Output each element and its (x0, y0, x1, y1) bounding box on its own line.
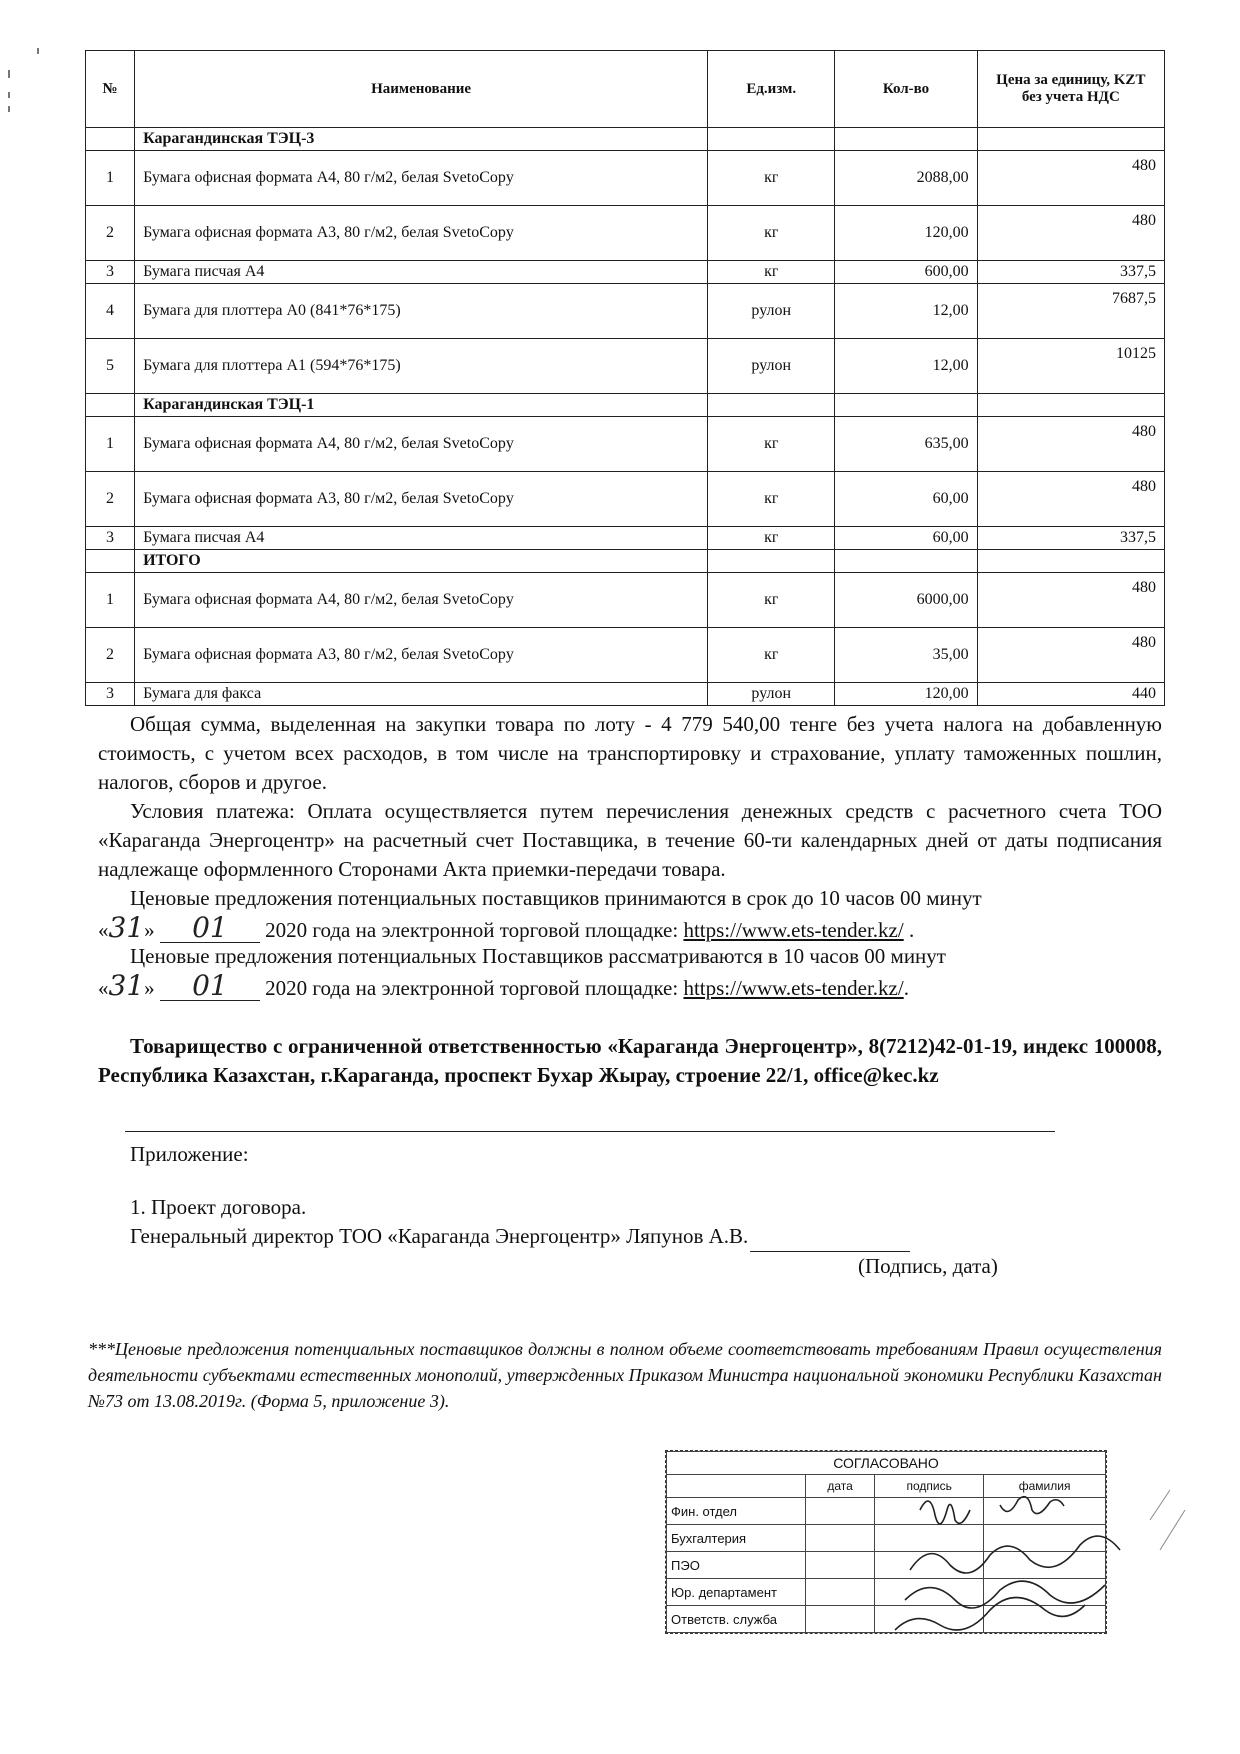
director-line (130, 1222, 910, 1252)
scan-mark (8, 106, 10, 112)
cell-no: 3 (86, 527, 135, 550)
table-row (86, 573, 1165, 628)
cell-qty: 120,00 (835, 683, 977, 706)
section-empty-cell (708, 128, 835, 151)
director-name: Генеральный директор ТОО «Караганда Энергоцентр» Ляпунов А.В. (130, 1224, 749, 1248)
table-row (86, 339, 1165, 394)
section-title: Карагандинская ТЭЦ-3 (135, 128, 708, 151)
stamp-col-name: фамилия (984, 1475, 1106, 1498)
cell-unit: кг (708, 261, 835, 284)
cell-unit: кг (708, 472, 835, 527)
stamp-row (667, 1525, 1106, 1552)
cell-name: Бумага писчая А4 (135, 261, 708, 284)
table-row (86, 472, 1165, 527)
section-empty-cell (835, 394, 977, 417)
cell-no: 5 (86, 339, 135, 394)
stamp-row (667, 1606, 1106, 1633)
cell-no: 2 (86, 628, 135, 683)
stamp-cell (984, 1606, 1106, 1633)
section-empty-cell (86, 394, 135, 417)
stamp-row (667, 1552, 1106, 1579)
cell-name: Бумага офисная формата А3, 80 г/м2, белая SvetoCopy (135, 472, 708, 527)
table-row (86, 206, 1165, 261)
section-empty-cell (977, 394, 1164, 417)
cell-name: Бумага писчая А4 (135, 527, 708, 550)
cell-qty: 60,00 (835, 527, 977, 550)
section-title: Карагандинская ТЭЦ-1 (135, 394, 708, 417)
stamp-row (667, 1498, 1106, 1525)
cell-no: 2 (86, 206, 135, 261)
stamp-corner (667, 1475, 806, 1498)
cell-price: 337,5 (977, 527, 1164, 550)
cell-no: 2 (86, 472, 135, 527)
stamp-cell (875, 1606, 984, 1633)
cell-no: 1 (86, 417, 135, 472)
table-row (86, 417, 1165, 472)
cell-price: 480 (977, 573, 1164, 628)
section-empty-cell (86, 128, 135, 151)
cell-no: 1 (86, 573, 135, 628)
stamp-cell (806, 1606, 875, 1633)
stamp-cell (984, 1579, 1106, 1606)
header-no: № (86, 51, 135, 128)
stamp-cell (875, 1498, 984, 1525)
stamp-cell (806, 1498, 875, 1525)
acceptance-text: Ценовые предложения потенциальных поставщиков принимаются в срок до 10 часов 00 минут (130, 886, 982, 910)
company-details: Товарищество с ограниченной ответственностью «Караганда Энергоцентр», 8(7212)42-01-19, индекс 100008, Республика Казахстан, г.Караганда, проспект Бухар Жырау, строение 22/1, office@kec.kz (98, 1034, 1162, 1087)
table-row (86, 683, 1165, 706)
table-row (86, 261, 1165, 284)
stamp-row-label: Юр. департамент (667, 1579, 806, 1606)
cell-qty: 60,00 (835, 472, 977, 527)
cell-price: 480 (977, 417, 1164, 472)
cell-price: 337,5 (977, 261, 1164, 284)
cell-name: Бумага для плоттера А1 (594*76*175) (135, 339, 708, 394)
review-text: Ценовые предложения потенциальных Поставщиков рассматриваются в 10 часов 00 минут (130, 944, 946, 968)
divider-line (125, 1131, 1055, 1132)
stamp-cell (984, 1525, 1106, 1552)
section-row (86, 128, 1165, 151)
stamp-row-label: Бухгалтерия (667, 1525, 806, 1552)
section-empty-cell (835, 128, 977, 151)
cell-unit: рулон (708, 284, 835, 339)
section-empty-cell (708, 394, 835, 417)
header-qty: Кол-во (835, 51, 977, 128)
acceptance-date-line: «31» 01 2020 года на электронной торговой площадке: https://www.ets-tender.kz/ . (98, 911, 915, 944)
payment-terms-paragraph: Условия платежа: Оплата осуществляется путем перечисления денежных средств с расчетного счета ТОО «Караганда Энергоцентр» на расчетный счет Поставщика, в течение 60-ти календарных дней от даты подписания надлежаще оформленного Сторонами Акта приемки-передачи товара. (98, 799, 1162, 881)
cell-price: 480 (977, 206, 1164, 261)
cell-no: 3 (86, 683, 135, 706)
cell-name: Бумага офисная формата А4, 80 г/м2, белая SvetoCopy (135, 573, 708, 628)
cell-unit: кг (708, 417, 835, 472)
cell-unit: кг (708, 527, 835, 550)
section-empty-cell (86, 550, 135, 573)
header-name: Наименование (135, 51, 708, 128)
cell-qty: 12,00 (835, 339, 977, 394)
table-row (86, 151, 1165, 206)
review-date-rest: 2020 года на электронной торговой площадке: (265, 976, 679, 1000)
review-time-paragraph (98, 942, 1162, 1003)
footnote: ***Ценовые предложения потенциальных поставщиков должны в полном объеме соответствовать требованиям Правил осуществления деятельности субъектами естественных монополий, утвержденных Приказом Министра национальной экономики Республики Казахстан №73 от 13.08.2019г. (Форма 5, приложение 3). (88, 1339, 1162, 1411)
stamp-cell (806, 1525, 875, 1552)
acceptance-date-rest: 2020 года на электронной торговой площадке: (265, 918, 679, 942)
cell-name: Бумага офисная формата А3, 80 г/м2, белая SvetoCopy (135, 206, 708, 261)
stamp-cell (806, 1579, 875, 1606)
stamp-cell (806, 1552, 875, 1579)
acceptance-deadline-paragraph (98, 884, 1162, 945)
scan-mark (8, 70, 10, 78)
cell-qty: 35,00 (835, 628, 977, 683)
section-row (86, 550, 1165, 573)
cell-price: 480 (977, 472, 1164, 527)
stamp-rows (667, 1498, 1106, 1633)
stamp-title: СОГЛАСОВАНО (667, 1452, 1106, 1475)
handwritten-day: 31 (108, 911, 145, 944)
cell-name: Бумага офисная формата А3, 80 г/м2, белая SvetoCopy (135, 628, 708, 683)
section-row (86, 394, 1165, 417)
header-price: Цена за единицу, KZT без учета НДС (977, 51, 1164, 128)
appendix-item: 1. Проект договора. (130, 1195, 307, 1219)
handwritten-month: 01 (160, 913, 260, 943)
cell-unit: рулон (708, 683, 835, 706)
cell-name: Бумага для плоттера А0 (841*76*175) (135, 284, 708, 339)
cell-price: 480 (977, 151, 1164, 206)
stamp-col-date: дата (806, 1475, 875, 1498)
cell-qty: 635,00 (835, 417, 977, 472)
table-row (86, 628, 1165, 683)
cell-unit: кг (708, 628, 835, 683)
stamp-cell (875, 1552, 984, 1579)
cell-price: 480 (977, 628, 1164, 683)
signature-blank (750, 1222, 910, 1252)
scan-mark (8, 92, 10, 98)
header-unit: Ед.изм. (708, 51, 835, 128)
cell-no: 3 (86, 261, 135, 284)
cell-qty: 2088,00 (835, 151, 977, 206)
stamp-cell (984, 1552, 1106, 1579)
cell-name: Бумага для факса (135, 683, 708, 706)
stamp-cell (875, 1579, 984, 1606)
tender-url-link[interactable]: https://www.ets-tender.kz/ (683, 918, 904, 942)
appendix-title: Приложение: (130, 1142, 249, 1166)
cell-unit: кг (708, 151, 835, 206)
section-empty-cell (708, 550, 835, 573)
cell-no: 4 (86, 284, 135, 339)
cell-price: 7687,5 (977, 284, 1164, 339)
stamp-row-label: Ответств. служба (667, 1606, 806, 1633)
cell-qty: 6000,00 (835, 573, 977, 628)
review-date-line: «31» 01 2020 года на электронной торговой площадке: https://www.ets-tender.kz/. (98, 969, 909, 1002)
scan-mark (37, 48, 39, 54)
stamp-row-label: Фин. отдел (667, 1498, 806, 1525)
section-title: ИТОГО (135, 550, 708, 573)
cell-price: 10125 (977, 339, 1164, 394)
cell-qty: 600,00 (835, 261, 977, 284)
cell-unit: кг (708, 206, 835, 261)
total-sum-paragraph: Общая сумма, выделенная на закупки товара по лоту - 4 779 540,00 тенге без учета налога на добавленную стоимость, с учетом всех расходов, в том числе на транспортировку и страхование, уплату таможенных пошлин, налогов, сборов и другое. (98, 712, 1162, 794)
cell-unit: кг (708, 573, 835, 628)
cell-name: Бумага офисная формата А4, 80 г/м2, белая SvetoCopy (135, 417, 708, 472)
section-empty-cell (977, 550, 1164, 573)
signature-hint: (Подпись, дата) (858, 1254, 998, 1278)
items-table (85, 50, 1165, 706)
section-empty-cell (835, 550, 977, 573)
stamp-col-sign: подпись (875, 1475, 984, 1498)
stamp-cell (875, 1525, 984, 1552)
cell-name: Бумага офисная формата А4, 80 г/м2, белая SvetoCopy (135, 151, 708, 206)
handwritten-month-2: 01 (160, 971, 260, 1001)
stamp-row (667, 1579, 1106, 1606)
table-row (86, 284, 1165, 339)
cell-qty: 12,00 (835, 284, 977, 339)
section-empty-cell (977, 128, 1164, 151)
cell-no: 1 (86, 151, 135, 206)
table-header-row (86, 51, 1165, 128)
cell-price: 440 (977, 683, 1164, 706)
stamp-cell (984, 1498, 1106, 1525)
tender-url-link-2[interactable]: https://www.ets-tender.kz/ (683, 976, 904, 1000)
table-row (86, 527, 1165, 550)
cell-unit: рулон (708, 339, 835, 394)
table-body (86, 128, 1165, 706)
cell-qty: 120,00 (835, 206, 977, 261)
stamp-row-label: ПЭО (667, 1552, 806, 1579)
approval-stamp (665, 1450, 1107, 1634)
stamp-table (666, 1451, 1106, 1633)
handwritten-day-2: 31 (108, 969, 145, 1002)
